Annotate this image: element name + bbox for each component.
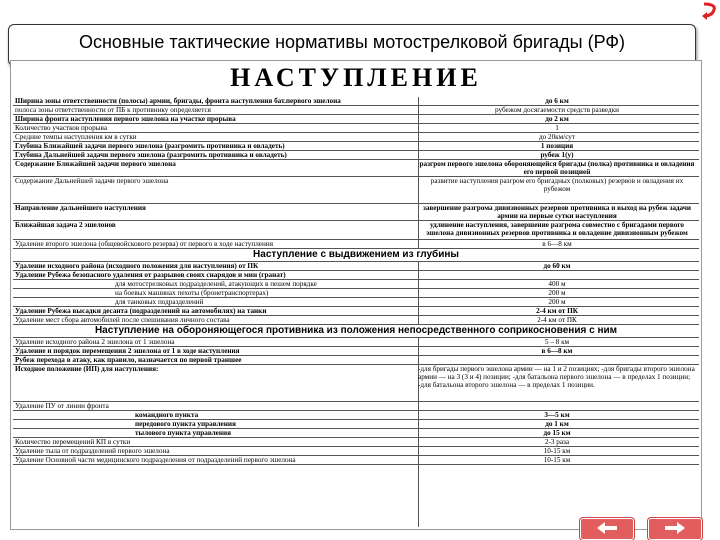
document-sheet <box>10 60 702 530</box>
table-row <box>13 160 699 177</box>
table-row <box>13 307 699 316</box>
table-row <box>13 280 699 289</box>
row-label: Удаление и порядок перемещения 2 эшелона от 1 в ходе наступления <box>15 347 240 355</box>
slide-title: Основные тактические нормативы мотострелковой бригады (РФ) <box>78 32 626 52</box>
row-label: на боевых машинах пехоты (бронетранспортерах) <box>115 289 269 297</box>
row-value: 2-4 км от ПК <box>536 307 578 315</box>
row-value: 200 м <box>548 289 566 297</box>
row-label: Количество участков прорыва <box>15 124 108 132</box>
row-label: Удаление Рубежа безопасного удаления от разрывов своих снарядов и мин (гранат) <box>15 271 286 279</box>
table-row <box>13 356 699 365</box>
row-label: для танковых подразделений <box>115 298 204 306</box>
row-label: полоса зоны ответственности от ПБ к противнику определяется <box>15 106 211 114</box>
table-row <box>13 221 699 240</box>
arrow-right-icon <box>663 521 687 535</box>
row-value: до 2 км <box>545 115 569 123</box>
row-label: Глубина Дальнейшей задачи первого эшелона (разгромить противника и овладеть) <box>15 151 287 159</box>
document-heading: НАСТУПЛЕНИЕ <box>230 63 482 92</box>
table-row <box>13 240 699 249</box>
next-button[interactable] <box>648 518 702 540</box>
row-value: до 1 км <box>545 420 569 428</box>
row-value: завершение разгрома дивизионных резервов противника и выход на рубеж задачи армии на первые сутки наступления <box>422 204 692 220</box>
arrow-left-icon <box>595 521 619 535</box>
table-row <box>13 133 699 142</box>
table-row <box>13 447 699 456</box>
row-value: 5 – 8 км <box>544 338 570 346</box>
row-label: Ближайшая задача 2 эшелонов <box>15 221 116 229</box>
table-row <box>13 262 699 271</box>
row-value: 10-15 км <box>543 456 571 464</box>
row-label: Ширина фронта наступления первого эшелона на участке прорыва <box>15 115 236 123</box>
row-value: развитие наступления разгром его бригадных (полковых) резервов и овладения их рубежом <box>430 177 684 193</box>
row-label: Содержание Ближайшей задачи первого эшелона <box>15 160 176 168</box>
row-label: Удаление ПУ от линии фронта <box>15 402 109 410</box>
row-value: 200 м <box>548 298 566 306</box>
table-row <box>13 347 699 356</box>
row-value: 2-4 км от ПК <box>537 316 577 324</box>
row-label: Направление дальнейшего наступления <box>15 204 146 212</box>
table-row <box>13 429 699 438</box>
row-value: 3—5 км <box>544 411 570 419</box>
row-value: 1 <box>555 124 559 132</box>
row-value: до 6 км <box>545 97 569 105</box>
table-row <box>13 115 699 124</box>
section-heading: Наступление на обороняющегося противника из положения непосредственного соприкосновения с ним <box>13 325 699 338</box>
table-row <box>13 289 699 298</box>
row-label: Содержание Дальнейшей задачи первого эшелона <box>15 177 169 185</box>
row-label: Удаление Основной части медицинского подразделения от подразделений первого эшелона <box>15 456 296 464</box>
table-row <box>13 106 699 115</box>
row-label: Удаление исходного района 2 эшелона от 1 эшелона <box>15 338 175 346</box>
row-value: 1 позиция <box>540 142 574 150</box>
table-row <box>13 456 699 465</box>
row-label: Удаление Рубежа высадки десанта (подразделений на автомобилях) на танки <box>15 307 267 315</box>
table-row <box>13 402 699 411</box>
table-row <box>13 316 699 325</box>
row-value: в 6—8 км <box>541 347 573 355</box>
row-label: передового пункта управления <box>135 420 236 428</box>
table-row <box>13 204 699 221</box>
table-row <box>13 338 699 347</box>
row-label: Удаление тыла от подразделений первого эшелона <box>15 447 170 455</box>
row-value: 10-15 км <box>543 447 571 455</box>
return-arrow-icon[interactable] <box>700 0 718 20</box>
table-row <box>13 411 699 420</box>
row-value: 2-3 раза <box>544 438 570 446</box>
row-label: Рубеж перехода в атаку, как правило, назначается по первой траншее <box>15 356 242 364</box>
table-row <box>13 142 699 151</box>
row-label: Удаление второго эшелона (общевойскового резерва) от первого в ходе наступления <box>15 240 274 248</box>
row-label: командного пункта <box>135 411 199 419</box>
section-heading: Наступление с выдвижением из глубины <box>13 249 699 262</box>
row-value: 400 м <box>548 280 566 288</box>
table-row <box>13 420 699 429</box>
row-label: тылового пункта управления <box>135 429 232 437</box>
row-value: удлинение наступления, завершение разгрома совместно с бригадами первого эшелона дивизионных резервов противника и овладение дивизионным рубежом <box>426 221 688 237</box>
row-value: до 20км/сут <box>538 133 576 141</box>
row-label: Удаление мест сбора автомобилей после спешивания личного состава <box>15 316 230 324</box>
row-label: Удаление исходного района (исходного положения для наступления) от ПК <box>15 262 259 270</box>
row-label: для мотострелковых подразделений, атакующих в пешем порядке <box>115 280 317 288</box>
row-value: рубежом досягаемости средств разведки <box>494 106 619 114</box>
table-row <box>13 151 699 160</box>
table-row <box>13 177 699 204</box>
row-label: Глубина Ближайшей задачи первого эшелона (разгромить противника и овладеть) <box>15 142 285 150</box>
row-label: Количество перемещений КП в сутки <box>15 438 131 446</box>
prev-button[interactable] <box>580 518 634 540</box>
table-row <box>13 365 699 402</box>
table-row <box>13 298 699 307</box>
row-value: в 6—8 км <box>542 240 572 248</box>
table-row <box>13 124 699 133</box>
row-value: до 60 км <box>543 262 571 270</box>
row-label: Средние темпы наступления км в сутки <box>15 133 137 141</box>
row-label: Исходное положение (ИП) для наступления: <box>15 365 159 373</box>
table-row <box>13 97 699 106</box>
row-value: рубеж 1(у) <box>540 151 574 159</box>
row-value: разгром первого эшелона обороняющейся бригады (полка) противника и овладения его первой позицией <box>419 160 695 176</box>
row-label: Ширина зоны ответственности (полосы) армии, бригады, фронта наступления бат.первого эшелона <box>15 97 341 105</box>
table-row <box>13 271 699 280</box>
table-row <box>13 438 699 447</box>
row-value: до 15 км <box>543 429 571 437</box>
row-value: -для бригады первого эшелона армии — на 1 и 2 позициях; -для бригады второго эшелона армии — на 3 (3 и 4) позиции; -для батальона первого эшелона — в пределах 1 позиции; -для батальона второго эшелона — в пределах 1 позиции. <box>418 365 695 389</box>
